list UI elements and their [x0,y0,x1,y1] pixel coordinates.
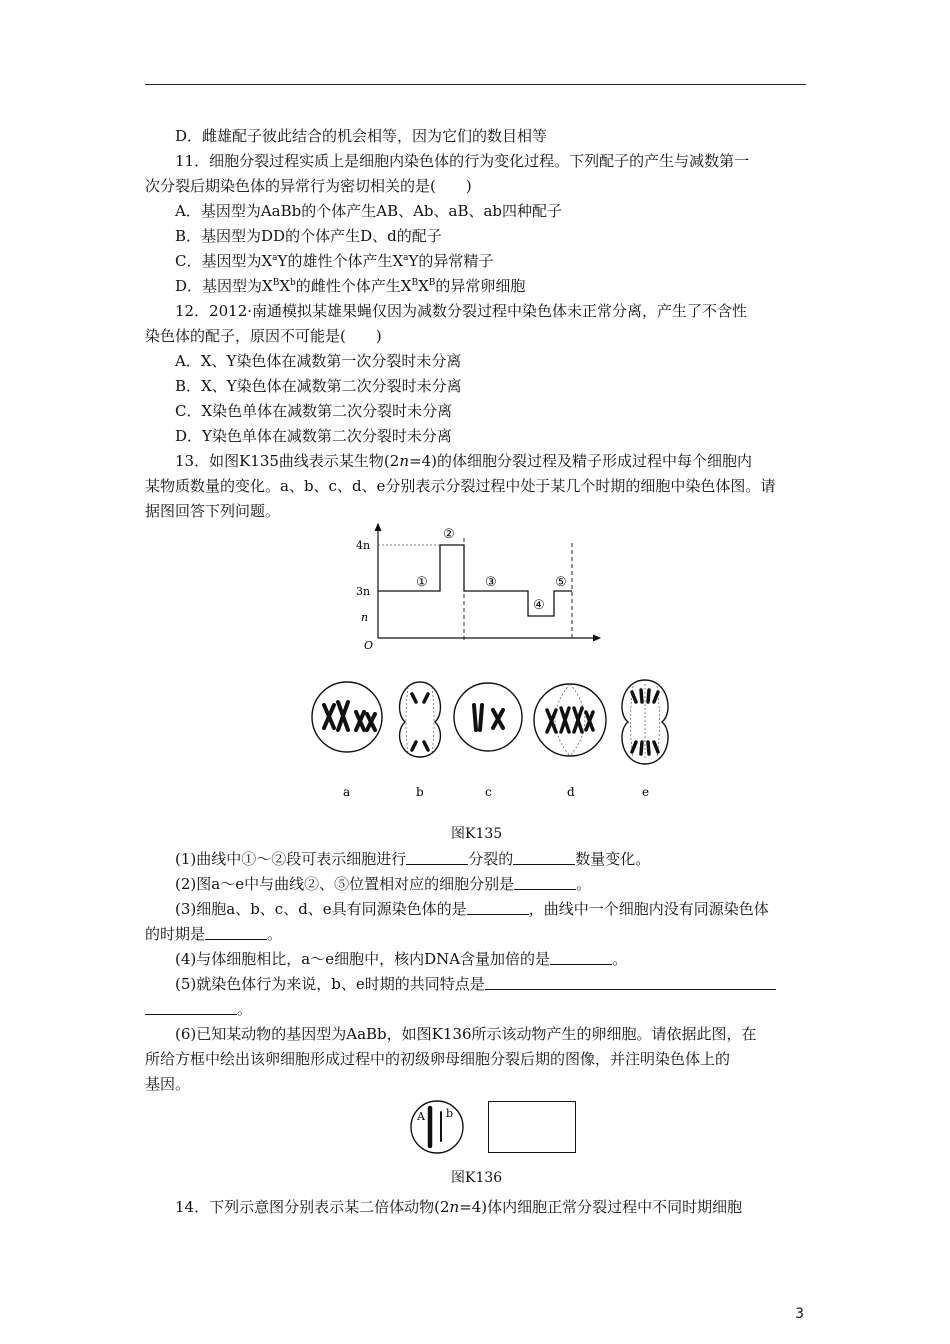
q14-stem-line1: 14．下列示意图分别表示某二倍体动物(2n=4)体内细胞正常分裂过程中不同时期细胞 [175,1198,743,1216]
cell-d [534,684,606,756]
cell-a [312,682,382,752]
q13-sub3-line2: 的时期是 。 [145,925,283,943]
q13-sub2: (2)图a～e中与曲线②、⑤位置相对应的细胞分别是 。 [175,875,592,893]
cell-b [400,682,441,757]
cell-label-b: b [416,785,424,799]
cell-label-e: e [642,785,650,799]
q12-option-b: B．X、Y染色体在减数第二次分裂时未分离 [175,377,462,395]
figure-caption-k136: 图K136 [451,1170,503,1186]
q13-sub4: (4)与体细胞相比，a～e细胞中，核内DNA含量加倍的是 。 [175,950,628,968]
q13-stem-line2: 某物质数量的变化。a、b、c、d、e分别表示分裂过程中处于某几个时期的细胞中染色体图。请 [145,477,776,495]
figure-caption-k135: 图K135 [451,826,503,842]
q12-stem-line2: 染色体的配子，原因不可能是( ) [145,327,382,345]
q12-option-a: A．X、Y染色体在减数第一次分裂时未分离 [175,352,462,370]
origin-label: O [364,639,374,652]
q11-stem-line2: 次分裂后期染色体的异常行为密切相关的是( ) [145,177,472,195]
q12-stem-line1: 12．2012·南通模拟某雄果蝇仅因为减数分裂过程中染色体未正常分离，产生了不含性 [175,302,748,320]
cell-e [622,680,668,764]
egg-cell-diagram [404,1096,474,1160]
header-rule [145,84,806,85]
page-number: 3 [795,1306,804,1322]
q13-sub1: (1)曲线中①～②段可表示细胞进行 分裂的 数量变化。 [175,850,651,868]
segment-label-1: ① [416,575,428,590]
y-tick-3n: 3n [356,585,371,598]
y-tick-4n: 4n [356,539,371,552]
q12-option-d: D．Y染色单体在减数第二次分裂时未分离 [175,427,452,445]
cell-diagrams [300,672,700,807]
segment-label-3: ③ [485,575,497,590]
q13-sub5-line2: 。 [145,999,252,1019]
segment-label-2: ② [443,527,455,542]
q12-option-c: C．X染色单体在减数第二次分裂时未分离 [175,402,453,420]
q11-option-c: C．基因型为$X^aY$的雄性个体产生$X^aY$的异常精子 [175,252,494,270]
q13-sub6-line2: 所给方框中绘出该卵细胞形成过程中的初级卵母细胞分裂后期的图像，并注明染色体上的 [145,1050,731,1068]
chromosome-step-graph [350,518,610,654]
q13-stem-line3: 据图回答下列问题。 [145,502,281,520]
q11-option-b: B．基因型为DD的个体产生D、d的配子 [175,227,442,245]
gene-label-A: A [417,1110,425,1123]
q13-sub3-line1: (3)细胞a、b、c、d、e具有同源染色体的是 ，曲线中一个细胞内没有同源染色体 [175,900,769,918]
q13-sub6-line3: 基因。 [145,1075,191,1093]
q13-sub6-line1: (6)已知某动物的基因型为AaBb，如图K136所示该动物产生的卵细胞。请依据此图，在 [175,1025,757,1043]
cell-label-d: d [567,785,575,799]
segment-label-5: ⑤ [555,575,567,590]
cell-c [454,683,522,751]
q10-option-d: D．雌雄配子彼此结合的机会相等，因为它们的数目相等 [175,127,548,145]
gene-label-b: b [446,1107,454,1120]
y-tick-n: n [361,611,369,624]
q11-stem-line1: 11．细胞分裂过程实质上是细胞内染色体的行为变化过程。下列配子的产生与减数第一 [175,152,750,170]
q11-option-d: D．基因型为$X^BX^b$的雌性个体产生$X^BX^B$的异常卵细胞 [175,277,526,295]
cell-label-a: a [343,785,351,799]
answer-drawing-box[interactable] [488,1101,576,1153]
q11-option-a: A．基因型为AaBb的个体产生AB、Ab、aB、ab四种配子 [175,202,563,220]
q13-sub5-line1: (5)就染色体行为来说，b、e时期的共同特点是 [175,974,776,994]
segment-label-4: ④ [533,598,545,613]
q13-stem-line1: 13．如图K135曲线表示某生物(2n=4)的体细胞分裂过程及精子形成过程中每个细胞内 [175,452,752,470]
cell-label-c: c [485,785,492,799]
